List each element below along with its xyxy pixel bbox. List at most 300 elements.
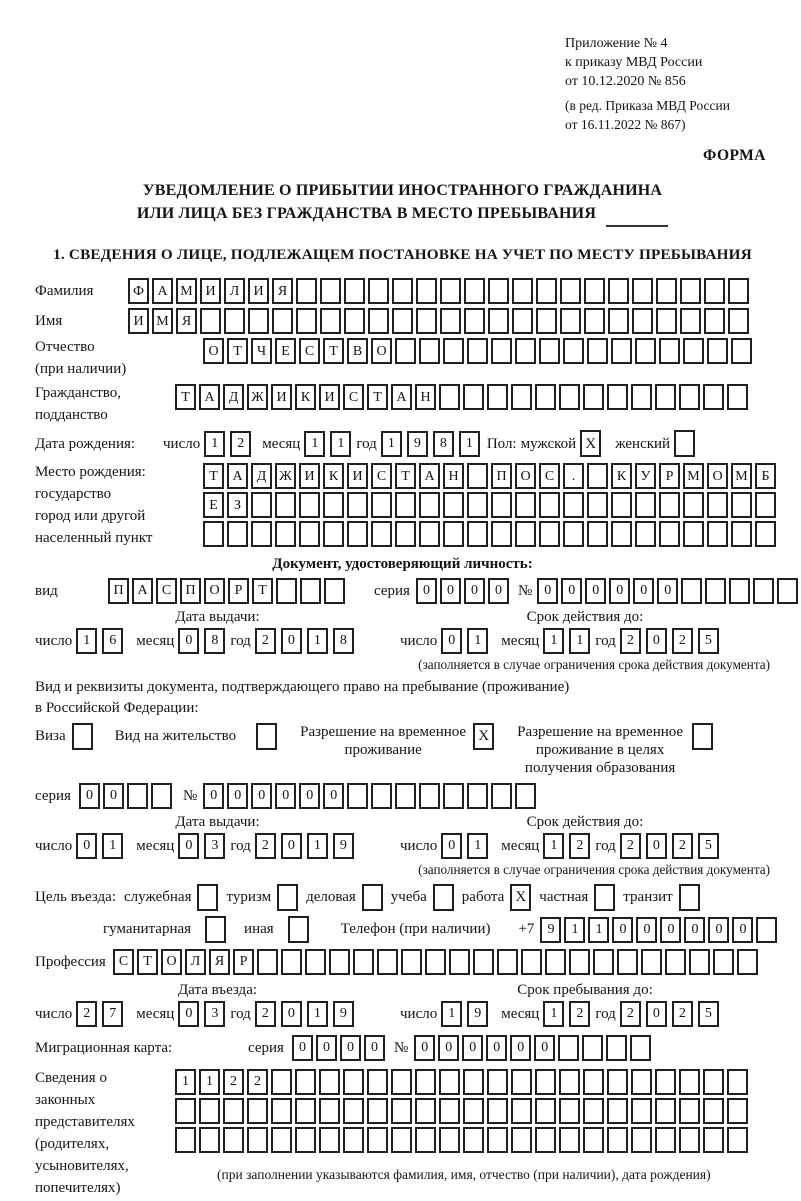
char-box[interactable]: 0 <box>488 578 509 604</box>
char-box[interactable] <box>391 1069 412 1095</box>
char-box[interactable]: . <box>563 463 584 489</box>
char-box[interactable]: Н <box>415 384 436 410</box>
char-box[interactable]: О <box>204 578 225 604</box>
char-box[interactable]: Ч <box>251 338 272 364</box>
char-box[interactable]: 0 <box>203 783 224 809</box>
char-box[interactable] <box>300 578 321 604</box>
char-box[interactable]: Т <box>203 463 224 489</box>
char-box[interactable] <box>415 1098 436 1124</box>
char-box[interactable] <box>713 949 734 975</box>
char-box[interactable] <box>377 949 398 975</box>
char-box[interactable] <box>467 521 488 547</box>
char-box[interactable]: Н <box>443 463 464 489</box>
char-box[interactable] <box>467 463 488 489</box>
char-box[interactable] <box>487 1098 508 1124</box>
char-box[interactable] <box>631 1069 652 1095</box>
char-box[interactable]: 0 <box>561 578 582 604</box>
char-box[interactable]: Р <box>659 463 680 489</box>
char-box[interactable]: П <box>180 578 201 604</box>
char-box[interactable] <box>584 278 605 304</box>
char-box[interactable]: 0 <box>464 578 485 604</box>
char-box[interactable] <box>635 338 656 364</box>
char-box[interactable] <box>655 1098 676 1124</box>
char-box[interactable] <box>324 578 345 604</box>
char-box[interactable] <box>611 338 632 364</box>
char-box[interactable] <box>491 783 512 809</box>
char-box[interactable]: А <box>419 463 440 489</box>
char-box[interactable] <box>727 1127 748 1153</box>
char-box[interactable]: 0 <box>585 578 606 604</box>
char-box[interactable] <box>329 949 350 975</box>
char-box[interactable]: С <box>156 578 177 604</box>
char-box[interactable] <box>680 308 701 334</box>
char-box[interactable] <box>559 384 580 410</box>
char-box[interactable]: 1 <box>588 917 609 943</box>
char-box[interactable] <box>257 949 278 975</box>
char-box[interactable] <box>617 949 638 975</box>
char-box[interactable] <box>347 492 368 518</box>
char-box[interactable] <box>439 1069 460 1095</box>
char-box[interactable] <box>271 1127 292 1153</box>
char-box[interactable]: С <box>113 949 134 975</box>
char-box[interactable] <box>248 308 269 334</box>
char-box[interactable]: 0 <box>633 578 654 604</box>
char-box[interactable] <box>416 278 437 304</box>
char-box[interactable] <box>511 1098 532 1124</box>
char-box[interactable] <box>467 338 488 364</box>
char-box[interactable] <box>395 783 416 809</box>
char-box[interactable]: 1 <box>307 628 328 654</box>
char-box[interactable]: 9 <box>333 833 354 859</box>
char-box[interactable] <box>343 1069 364 1095</box>
char-box[interactable]: 2 <box>230 431 251 457</box>
char-box[interactable] <box>606 1035 627 1061</box>
char-box[interactable] <box>227 521 248 547</box>
char-box[interactable] <box>587 521 608 547</box>
char-box[interactable] <box>607 1069 628 1095</box>
char-box[interactable]: С <box>343 384 364 410</box>
char-box[interactable]: Р <box>228 578 249 604</box>
char-box[interactable] <box>463 1127 484 1153</box>
char-box[interactable] <box>707 521 728 547</box>
sex-female-checkbox[interactable] <box>674 430 695 457</box>
char-box[interactable] <box>631 1127 652 1153</box>
char-box[interactable]: Е <box>203 492 224 518</box>
char-box[interactable] <box>703 1127 724 1153</box>
char-box[interactable]: 5 <box>698 1001 719 1027</box>
char-box[interactable]: 1 <box>381 431 402 457</box>
char-box[interactable] <box>545 949 566 975</box>
char-box[interactable]: Т <box>367 384 388 410</box>
char-box[interactable] <box>587 492 608 518</box>
char-box[interactable]: 0 <box>323 783 344 809</box>
char-box[interactable]: 5 <box>698 628 719 654</box>
char-box[interactable] <box>593 949 614 975</box>
char-box[interactable] <box>347 521 368 547</box>
char-box[interactable]: 3 <box>204 833 225 859</box>
char-box[interactable] <box>491 492 512 518</box>
char-box[interactable]: 1 <box>543 628 564 654</box>
char-box[interactable] <box>224 308 245 334</box>
char-box[interactable]: 0 <box>416 578 437 604</box>
char-box[interactable]: А <box>227 463 248 489</box>
char-box[interactable]: 0 <box>316 1035 337 1061</box>
char-box[interactable] <box>511 384 532 410</box>
char-box[interactable] <box>416 308 437 334</box>
char-box[interactable] <box>497 949 518 975</box>
char-box[interactable] <box>705 578 726 604</box>
char-box[interactable] <box>665 949 686 975</box>
char-box[interactable] <box>511 1069 532 1095</box>
char-box[interactable] <box>731 492 752 518</box>
char-box[interactable]: 2 <box>255 833 276 859</box>
char-box[interactable]: 0 <box>440 578 461 604</box>
char-box[interactable] <box>415 1127 436 1153</box>
char-box[interactable]: Д <box>251 463 272 489</box>
char-box[interactable]: Ж <box>247 384 268 410</box>
char-box[interactable] <box>563 492 584 518</box>
visa-checkbox[interactable] <box>72 723 93 750</box>
purpose-gumanitarnaya-checkbox[interactable] <box>205 916 226 943</box>
char-box[interactable] <box>491 338 512 364</box>
char-box[interactable]: 1 <box>175 1069 196 1095</box>
char-box[interactable] <box>368 278 389 304</box>
char-box[interactable] <box>728 308 749 334</box>
char-box[interactable] <box>611 521 632 547</box>
char-box[interactable] <box>467 492 488 518</box>
char-box[interactable]: 9 <box>333 1001 354 1027</box>
char-box[interactable] <box>443 338 464 364</box>
char-box[interactable]: 1 <box>543 833 564 859</box>
char-box[interactable] <box>632 308 653 334</box>
char-box[interactable] <box>727 384 748 410</box>
char-box[interactable] <box>703 1098 724 1124</box>
char-box[interactable] <box>512 308 533 334</box>
char-box[interactable]: И <box>271 384 292 410</box>
char-box[interactable]: 1 <box>564 917 585 943</box>
char-box[interactable]: 2 <box>672 1001 693 1027</box>
char-box[interactable]: 8 <box>333 628 354 654</box>
char-box[interactable]: 0 <box>414 1035 435 1061</box>
char-box[interactable]: Я <box>176 308 197 334</box>
char-box[interactable] <box>707 338 728 364</box>
char-box[interactable] <box>703 384 724 410</box>
char-box[interactable]: 2 <box>672 833 693 859</box>
char-box[interactable] <box>611 492 632 518</box>
char-box[interactable] <box>323 521 344 547</box>
char-box[interactable] <box>247 1127 268 1153</box>
char-box[interactable]: Я <box>209 949 230 975</box>
char-box[interactable] <box>419 338 440 364</box>
char-box[interactable] <box>755 492 776 518</box>
char-box[interactable]: 0 <box>537 578 558 604</box>
char-box[interactable] <box>536 278 557 304</box>
char-box[interactable]: Л <box>185 949 206 975</box>
char-box[interactable]: 6 <box>102 628 123 654</box>
char-box[interactable]: 2 <box>255 628 276 654</box>
char-box[interactable] <box>467 783 488 809</box>
char-box[interactable] <box>727 1098 748 1124</box>
char-box[interactable]: Т <box>227 338 248 364</box>
char-box[interactable] <box>419 783 440 809</box>
char-box[interactable] <box>535 384 556 410</box>
char-box[interactable] <box>323 492 344 518</box>
char-box[interactable]: У <box>635 463 656 489</box>
char-box[interactable]: 0 <box>646 1001 667 1027</box>
char-box[interactable] <box>371 783 392 809</box>
char-box[interactable]: 9 <box>407 431 428 457</box>
char-box[interactable] <box>607 1098 628 1124</box>
char-box[interactable]: 0 <box>732 917 753 943</box>
char-box[interactable] <box>535 1127 556 1153</box>
char-box[interactable]: 1 <box>204 431 225 457</box>
char-box[interactable]: К <box>323 463 344 489</box>
char-box[interactable] <box>440 308 461 334</box>
char-box[interactable] <box>353 949 374 975</box>
char-box[interactable] <box>419 492 440 518</box>
char-box[interactable] <box>199 1127 220 1153</box>
char-box[interactable] <box>731 338 752 364</box>
char-box[interactable] <box>391 1127 412 1153</box>
char-box[interactable]: 0 <box>178 1001 199 1027</box>
char-box[interactable] <box>632 278 653 304</box>
char-box[interactable]: 1 <box>569 628 590 654</box>
char-box[interactable] <box>247 1098 268 1124</box>
char-box[interactable] <box>275 521 296 547</box>
char-box[interactable] <box>347 783 368 809</box>
char-box[interactable] <box>728 278 749 304</box>
char-box[interactable]: 0 <box>178 833 199 859</box>
char-box[interactable] <box>679 384 700 410</box>
temp-permit-checkbox[interactable]: X <box>473 723 494 750</box>
char-box[interactable] <box>439 1098 460 1124</box>
char-box[interactable] <box>607 1127 628 1153</box>
char-box[interactable]: 1 <box>543 1001 564 1027</box>
char-box[interactable] <box>655 1127 676 1153</box>
char-box[interactable]: 0 <box>281 833 302 859</box>
char-box[interactable] <box>563 521 584 547</box>
char-box[interactable] <box>199 1098 220 1124</box>
char-box[interactable]: 1 <box>102 833 123 859</box>
char-box[interactable]: Т <box>252 578 273 604</box>
char-box[interactable]: 0 <box>292 1035 313 1061</box>
char-box[interactable] <box>511 1127 532 1153</box>
char-box[interactable]: 9 <box>467 1001 488 1027</box>
char-box[interactable]: А <box>199 384 220 410</box>
char-box[interactable]: 5 <box>698 833 719 859</box>
char-box[interactable] <box>487 384 508 410</box>
char-box[interactable] <box>368 308 389 334</box>
char-box[interactable] <box>299 492 320 518</box>
char-box[interactable]: А <box>152 278 173 304</box>
char-box[interactable] <box>641 949 662 975</box>
char-box[interactable]: З <box>227 492 248 518</box>
char-box[interactable]: 2 <box>672 628 693 654</box>
char-box[interactable]: 0 <box>441 628 462 654</box>
char-box[interactable]: 1 <box>304 431 325 457</box>
char-box[interactable]: Р <box>233 949 254 975</box>
char-box[interactable] <box>558 1035 579 1061</box>
char-box[interactable] <box>319 1098 340 1124</box>
char-box[interactable]: Т <box>175 384 196 410</box>
char-box[interactable] <box>587 338 608 364</box>
char-box[interactable]: 2 <box>569 1001 590 1027</box>
char-box[interactable] <box>464 278 485 304</box>
char-box[interactable] <box>515 338 536 364</box>
char-box[interactable] <box>127 783 148 809</box>
char-box[interactable]: О <box>707 463 728 489</box>
char-box[interactable] <box>683 521 704 547</box>
char-box[interactable] <box>473 949 494 975</box>
char-box[interactable] <box>464 308 485 334</box>
char-box[interactable]: В <box>347 338 368 364</box>
char-box[interactable] <box>320 278 341 304</box>
char-box[interactable] <box>755 521 776 547</box>
char-box[interactable]: 0 <box>281 1001 302 1027</box>
char-box[interactable] <box>704 308 725 334</box>
char-box[interactable]: Т <box>323 338 344 364</box>
char-box[interactable]: 0 <box>438 1035 459 1061</box>
char-box[interactable] <box>707 492 728 518</box>
char-box[interactable]: 2 <box>569 833 590 859</box>
char-box[interactable] <box>515 521 536 547</box>
char-box[interactable]: 0 <box>251 783 272 809</box>
char-box[interactable] <box>319 1069 340 1095</box>
char-box[interactable] <box>679 1127 700 1153</box>
char-box[interactable] <box>275 492 296 518</box>
char-box[interactable] <box>583 384 604 410</box>
char-box[interactable] <box>659 521 680 547</box>
char-box[interactable]: И <box>299 463 320 489</box>
char-box[interactable] <box>443 492 464 518</box>
char-box[interactable] <box>487 1069 508 1095</box>
char-box[interactable] <box>272 308 293 334</box>
char-box[interactable] <box>425 949 446 975</box>
char-box[interactable]: 0 <box>462 1035 483 1061</box>
char-box[interactable]: П <box>491 463 512 489</box>
purpose-inaya-checkbox[interactable] <box>288 916 309 943</box>
char-box[interactable] <box>608 278 629 304</box>
char-box[interactable]: 9 <box>540 917 561 943</box>
char-box[interactable]: 0 <box>281 628 302 654</box>
char-box[interactable]: К <box>611 463 632 489</box>
char-box[interactable] <box>223 1127 244 1153</box>
char-box[interactable]: М <box>176 278 197 304</box>
char-box[interactable] <box>443 521 464 547</box>
char-box[interactable] <box>296 278 317 304</box>
char-box[interactable] <box>463 1098 484 1124</box>
char-box[interactable] <box>777 578 798 604</box>
char-box[interactable]: Д <box>223 384 244 410</box>
char-box[interactable] <box>583 1098 604 1124</box>
char-box[interactable]: 0 <box>636 917 657 943</box>
char-box[interactable] <box>175 1127 196 1153</box>
char-box[interactable]: Е <box>275 338 296 364</box>
char-box[interactable]: С <box>299 338 320 364</box>
char-box[interactable] <box>295 1127 316 1153</box>
char-box[interactable]: 1 <box>307 833 328 859</box>
char-box[interactable]: М <box>731 463 752 489</box>
char-box[interactable] <box>635 492 656 518</box>
char-box[interactable] <box>583 1069 604 1095</box>
char-box[interactable] <box>655 384 676 410</box>
char-box[interactable] <box>681 578 702 604</box>
char-box[interactable]: С <box>539 463 560 489</box>
char-box[interactable] <box>559 1069 580 1095</box>
purpose-turizm-checkbox[interactable] <box>277 884 298 911</box>
char-box[interactable]: О <box>203 338 224 364</box>
char-box[interactable] <box>756 917 777 943</box>
char-box[interactable] <box>299 521 320 547</box>
char-box[interactable] <box>635 521 656 547</box>
char-box[interactable]: 1 <box>76 628 97 654</box>
char-box[interactable]: 0 <box>657 578 678 604</box>
char-box[interactable] <box>491 521 512 547</box>
char-box[interactable] <box>536 308 557 334</box>
char-box[interactable] <box>659 338 680 364</box>
char-box[interactable] <box>395 521 416 547</box>
char-box[interactable] <box>251 492 272 518</box>
char-box[interactable]: 0 <box>340 1035 361 1061</box>
char-box[interactable] <box>729 578 750 604</box>
char-box[interactable]: Ф <box>128 278 149 304</box>
char-box[interactable] <box>449 949 470 975</box>
char-box[interactable] <box>281 949 302 975</box>
char-box[interactable] <box>683 338 704 364</box>
char-box[interactable]: 8 <box>433 431 454 457</box>
char-box[interactable] <box>559 1127 580 1153</box>
char-box[interactable]: Я <box>272 278 293 304</box>
char-box[interactable]: 3 <box>204 1001 225 1027</box>
char-box[interactable] <box>151 783 172 809</box>
char-box[interactable] <box>344 308 365 334</box>
char-box[interactable] <box>395 492 416 518</box>
char-box[interactable]: О <box>515 463 536 489</box>
char-box[interactable] <box>295 1069 316 1095</box>
residence-permit-checkbox[interactable] <box>256 723 277 750</box>
char-box[interactable] <box>271 1098 292 1124</box>
char-box[interactable]: 0 <box>510 1035 531 1061</box>
char-box[interactable] <box>731 521 752 547</box>
char-box[interactable]: 0 <box>708 917 729 943</box>
char-box[interactable]: Т <box>395 463 416 489</box>
char-box[interactable] <box>401 949 422 975</box>
char-box[interactable] <box>271 1069 292 1095</box>
char-box[interactable]: 1 <box>199 1069 220 1095</box>
char-box[interactable] <box>392 308 413 334</box>
char-box[interactable] <box>463 384 484 410</box>
char-box[interactable] <box>727 1069 748 1095</box>
char-box[interactable]: И <box>128 308 149 334</box>
char-box[interactable]: О <box>371 338 392 364</box>
char-box[interactable] <box>392 278 413 304</box>
purpose-chastnaya-checkbox[interactable] <box>594 884 615 911</box>
char-box[interactable] <box>439 384 460 410</box>
char-box[interactable]: И <box>200 278 221 304</box>
char-box[interactable] <box>753 578 774 604</box>
char-box[interactable]: И <box>347 463 368 489</box>
char-box[interactable] <box>488 308 509 334</box>
char-box[interactable]: 0 <box>609 578 630 604</box>
char-box[interactable] <box>367 1098 388 1124</box>
char-box[interactable] <box>535 1069 556 1095</box>
char-box[interactable] <box>656 308 677 334</box>
char-box[interactable] <box>535 1098 556 1124</box>
char-box[interactable] <box>175 1098 196 1124</box>
char-box[interactable] <box>344 278 365 304</box>
char-box[interactable]: 0 <box>79 783 100 809</box>
char-box[interactable] <box>563 338 584 364</box>
